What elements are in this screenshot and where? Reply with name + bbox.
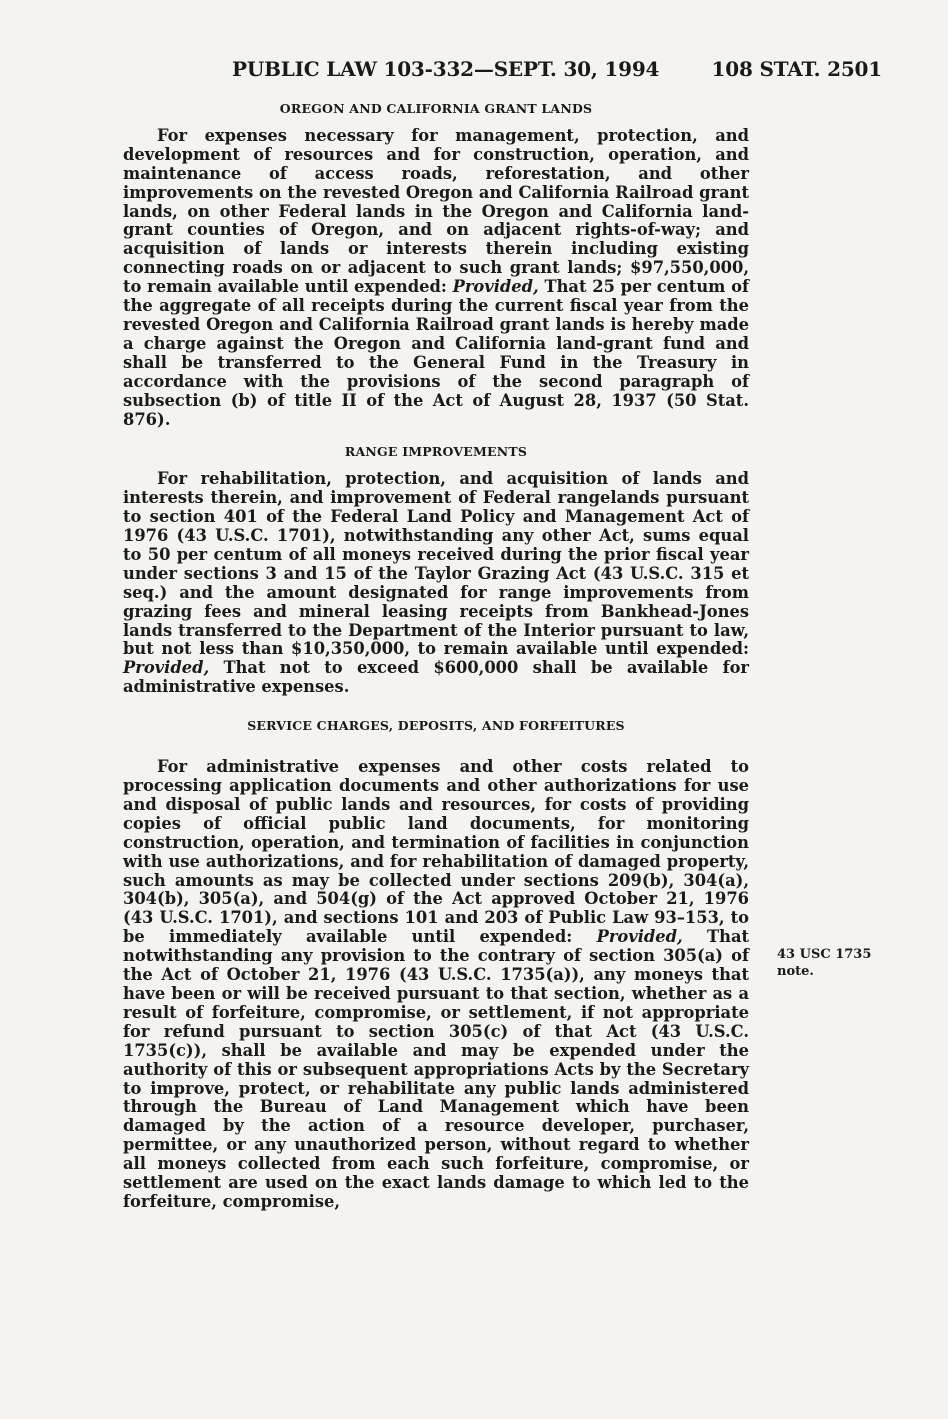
paragraph-text: For expenses necessary for management, protection, and development of resources and for construction, operation, and maintenance of access roads, reforestation, and other improvements on the revested Oregon and California Railroad grant lands, on other Federal lands in the Oregon and California land-grant counties of Oregon, and on adjacent rights-of-way; and acquisition of lands or interests therein including existing connecting roads on or adjacent to such grant lands; $97,550,000, to remain available until expended: [123,125,749,297]
provided-italic: Provided, [596,927,683,947]
margin-note-label: note. [777,964,814,979]
margin-note-citation: 43 USC 1735 [777,947,872,962]
paragraph-oregon-california [123,127,749,430]
section-heading-oregon-california: OREGON AND CALIFORNIA GRANT LANDS [279,101,593,116]
section-heading-range-improvements: RANGE IMPROVEMENTS [344,444,528,460]
provided-italic: Provided, [123,658,210,678]
paragraph-service-charges [123,758,749,1212]
page-body [123,100,749,1212]
paragraph-range-improvements [123,470,749,697]
provided-italic: Provided, [452,277,539,297]
paragraph-text: That 25 per centum of the aggregate of all receipts during the current fiscal year from the revested Oregon and California Railroad grant lands is hereby made a charge against the Oregon and California land-grant fund and shall be transferred to the General Fund in the Treasury in accordance with the provisions of the second paragraph of subsection (b) of title II of the Act of August 28, 1937 (50 Stat. 876). [123,277,749,429]
statute-page-number: 108 STAT. 2501 [711,57,882,81]
paragraph-text: For administrative expenses and other costs related to processing application documents and other authorizations for use and disposal of public lands and resources, for costs of providing copies of official public land documents, for monitoring construction, operation, and termination of facilities in conjunction with use authorizations, and for rehabilitation of damaged property, such amounts as may be collected under sections 209(b), 304(a), 304(b), 305(a), and 504(g) of the Act approved October 21, 1976 (43 U.S.C. 1701), and sections 101 and 203 of Public Law 93–153, to be immediately available until expended: [123,757,749,947]
paragraph-text: That not to exceed $600,000 shall be available for administrative expenses. [123,658,750,697]
paragraph-text: That notwithstanding any provision to the contrary of section 305(a) of the Act of October 21, 1976 (43 U.S.C. 1735(a)), any moneys that have been or will be received pursuant to that section, whether as a result of forfeiture, compromise, or settlement, if not appropriate for refund pursuant to section 305(c) of that Act (43 U.S.C. 1735(c)), shall be available and may be expended under the authority of this or subsequent appropriations Acts by the Secretary to improve, protect, or rehabilitate any public lands administered through the Bureau of Land Management which have been damaged by the action of a resource developer, purchaser, permittee, or any unauthorized person, without regard to whether all moneys collected from each such forfeiture, compromise, or settlement are used on the exact lands damage to which led to the forfeiture, compromise, [123,927,750,1211]
page-header [232,57,882,87]
running-title: PUBLIC LAW 103-332—SEPT. 30, 1994 [232,57,660,81]
paragraph-text: For rehabilitation, protection, and acquisition of lands and interests therein, and improvement of Federal rangelands pursuant to section 401 of the Federal Land Policy and Management Act of 1976 (43 U.S.C. 1701), notwithstanding any other Act, sums equal to 50 per centum of all moneys received during the prior fiscal year under sections 3 and 15 of the Taylor Grazing Act (43 U.S.C. 315 et seq.) and the amount designated for range improvements from grazing fees and mineral leasing receipts from Bankhead-Jones lands transferred to the Department of the Interior pursuant to law, but not less than $10,350,000, to remain available until expended: [123,469,749,659]
section-heading-service-charges: SERVICE CHARGES, DEPOSITS, AND FORFEITURES [247,718,625,734]
margin-note [777,946,887,980]
